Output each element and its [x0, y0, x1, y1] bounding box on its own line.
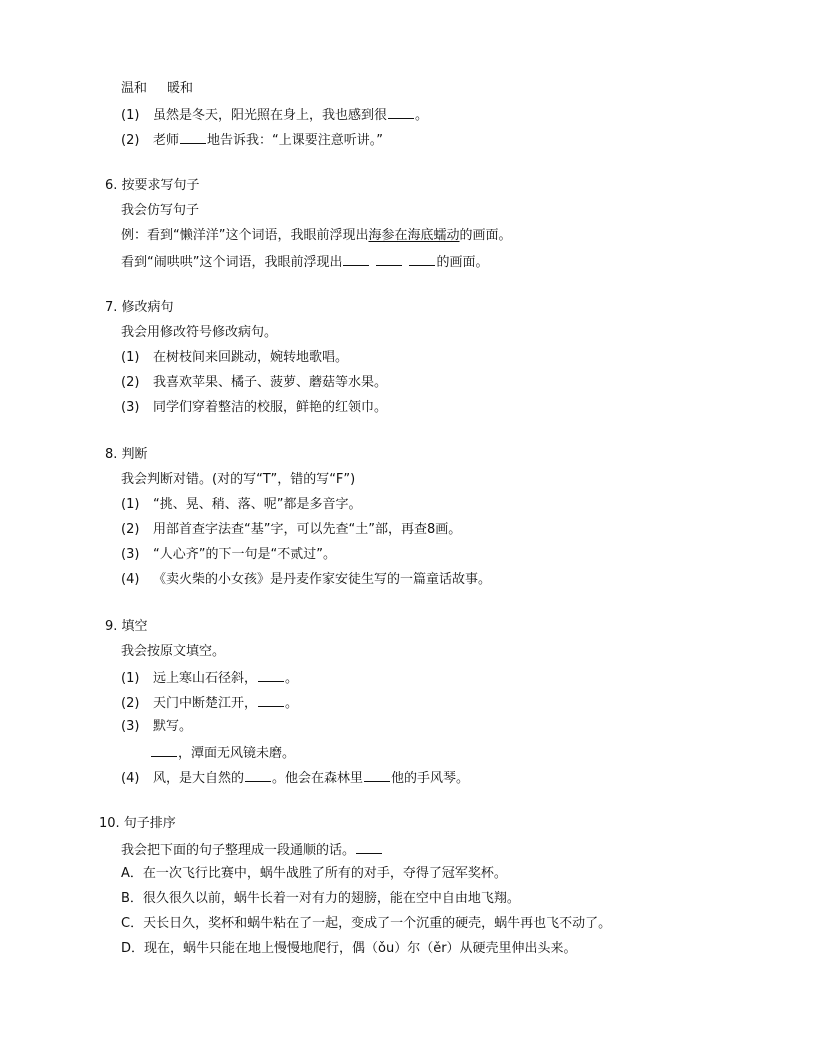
answer-blank[interactable]: [245, 768, 271, 782]
item-number: (1): [121, 671, 140, 686]
item-text: 我喜欢苹果、橘子、菠萝、蘑菇等水果。: [153, 375, 388, 390]
answer-blank[interactable]: [258, 668, 284, 682]
list-item: [121, 768, 469, 788]
item-text: 他的手风琴。: [391, 771, 470, 786]
intro-text: 我会把下面的句子整理成一段通顺的话。: [121, 843, 356, 858]
list-item: [121, 546, 336, 564]
question-title: 10. 句子排序: [99, 816, 176, 831]
item-number: (1): [121, 108, 140, 123]
question-intro: 我会用修改符号修改病句。: [121, 325, 278, 340]
example-sentence: [121, 227, 512, 245]
example-text: 的画面。: [459, 228, 512, 243]
item-text: 老师: [153, 133, 180, 148]
item-number: (4): [121, 572, 140, 587]
answer-blank[interactable]: [343, 252, 369, 266]
question-title: 8. 判断: [105, 447, 148, 462]
list-item: [121, 399, 387, 417]
item-text: 风，是大自然的: [153, 771, 245, 786]
answer-blank[interactable]: [151, 743, 177, 757]
item-text: 地告诉我：“上课要注意听讲。”: [207, 133, 383, 148]
item-text: ，潭面无风镜未磨。: [178, 746, 296, 761]
answer-blank[interactable]: [364, 768, 390, 782]
task-text: 的画面。: [436, 255, 489, 270]
item-number: (1): [121, 497, 140, 512]
imitation-task: [121, 252, 489, 272]
q5-item-2: [121, 130, 383, 150]
item-text: 虽然是冬天，阳光照在身上，我也感到很: [153, 108, 388, 123]
list-item: [121, 571, 491, 589]
item-number: (1): [121, 350, 140, 365]
list-item: D．现在，蜗牛只能在地上慢慢地爬行，偶（ǒu）尔（ěr）从硬壳里伸出头来。: [121, 941, 577, 956]
item-number: (2): [121, 522, 140, 537]
item-number: (3): [121, 719, 140, 734]
list-item: [121, 668, 298, 688]
item-number: (4): [121, 771, 140, 786]
question-intro: 我会仿写句子: [121, 203, 200, 218]
q5-word-options: [121, 80, 193, 98]
question-title: 6. 按要求写句子: [105, 178, 200, 193]
list-item: [121, 718, 192, 736]
word-option: 暖和: [167, 81, 194, 96]
list-item: [121, 693, 298, 713]
question-title: 9. 填空: [105, 619, 148, 634]
question-intro: 我会判断对错。(对的写“T”，错的写“F”): [121, 472, 356, 487]
list-item: [121, 496, 361, 514]
list-item: [121, 374, 387, 392]
item-number: (2): [121, 696, 140, 711]
answer-blank[interactable]: [180, 130, 206, 144]
item-text: 用部首查字法查“基”字，可以先查“土”部，再查8画。: [153, 522, 462, 537]
question-intro: [121, 840, 383, 860]
item-number: (2): [121, 375, 140, 390]
list-item: A．在一次飞行比赛中，蜗牛战胜了所有的对手，夺得了冠军奖杯。: [121, 866, 507, 881]
item-text: 。: [285, 671, 299, 686]
underlined-phrase: 海参在: [368, 228, 408, 243]
underlined-phrase: 海底蠕动: [407, 228, 460, 243]
question-title: 7. 修改病句: [105, 300, 174, 315]
item-text: 同学们穿着整洁的校服，鲜艳的红领巾。: [153, 400, 388, 415]
list-item: [121, 521, 461, 539]
answer-blank[interactable]: [356, 840, 382, 854]
answer-blank[interactable]: [409, 252, 435, 266]
list-item: [121, 349, 348, 367]
answer-blank[interactable]: [388, 105, 414, 119]
item-number: (2): [121, 133, 140, 148]
item-text: 。他会在森林里: [272, 771, 364, 786]
dictation-line: [150, 743, 295, 763]
item-text: 《卖火柴的小女孩》是丹麦作家安徒生写的一篇童话故事。: [153, 572, 492, 587]
word-option: 温和: [121, 81, 148, 96]
item-number: (3): [121, 547, 140, 562]
item-text: “人心齐”的下一句是“不贰过”。: [153, 547, 336, 562]
task-text: 看到“闹哄哄”这个词语，我眼前浮现出: [121, 255, 343, 270]
item-text: 在树枝间来回跳动，婉转地歌唱。: [153, 350, 349, 365]
answer-blank[interactable]: [258, 693, 284, 707]
item-text: “挑、晃、稍、落、呢”都是多音字。: [153, 497, 362, 512]
item-text: 。: [415, 108, 429, 123]
item-text: 默写。: [153, 719, 193, 734]
item-text: 。: [285, 696, 299, 711]
q5-item-1: [121, 105, 428, 125]
question-intro: 我会按原文填空。: [121, 644, 226, 659]
item-text: 远上寒山石径斜，: [153, 671, 258, 686]
item-number: (3): [121, 400, 140, 415]
example-text: 例：看到“懒洋洋”这个词语，我眼前浮现出: [121, 228, 369, 243]
item-text: 天门中断楚江开，: [153, 696, 258, 711]
answer-blank[interactable]: [376, 252, 402, 266]
list-item: B．很久很久以前，蜗牛长着一对有力的翅膀，能在空中自由地飞翔。: [121, 891, 520, 906]
list-item: C．天长日久，奖杯和蜗牛粘在了一起，变成了一个沉重的硬壳，蜗牛再也飞不动了。: [121, 916, 612, 931]
